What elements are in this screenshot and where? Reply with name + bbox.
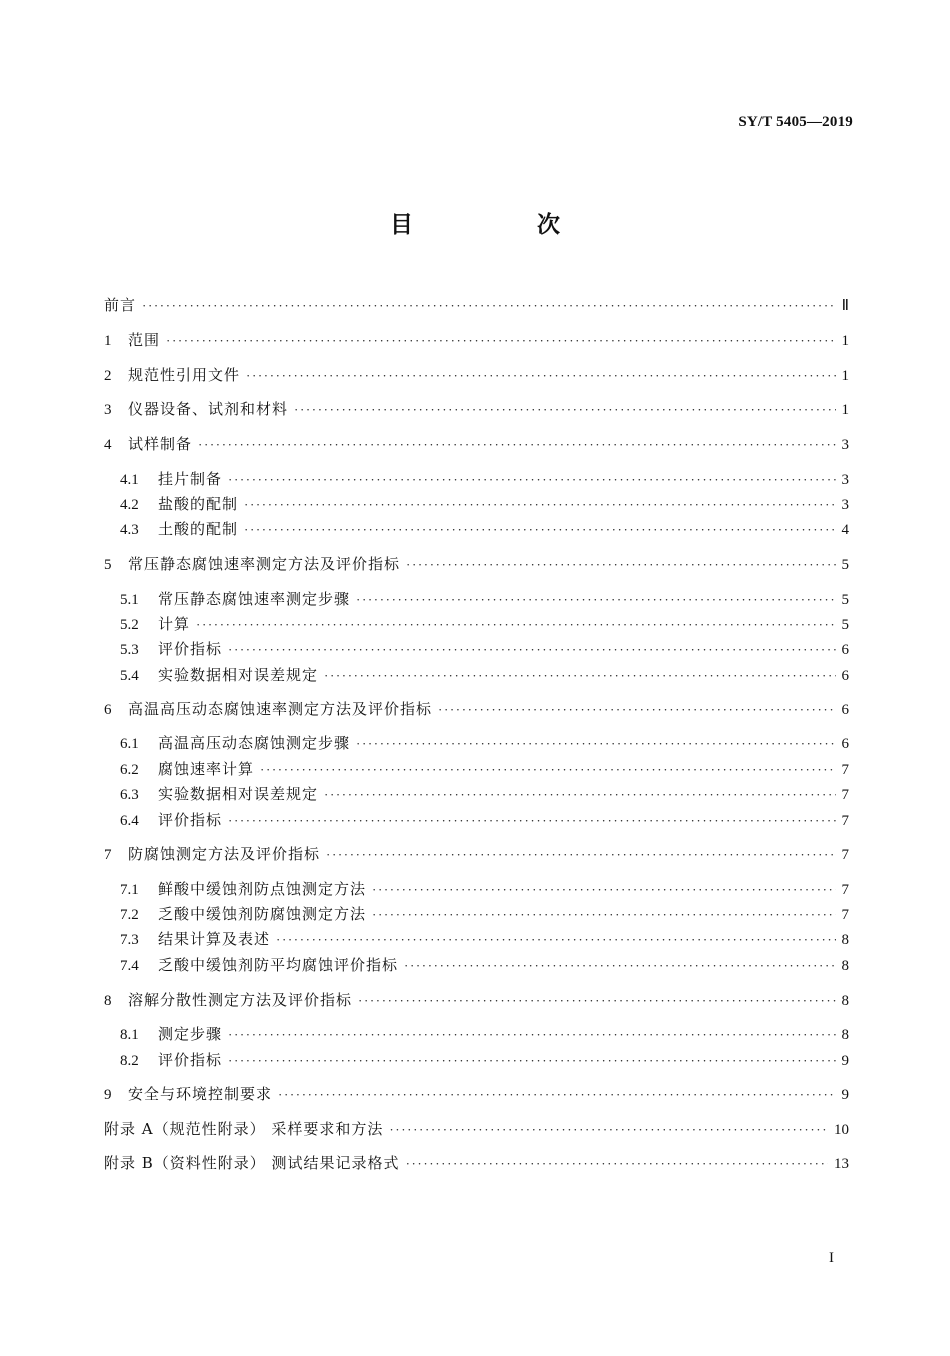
toc-entry-number: 5.2 [120, 617, 139, 633]
toc-entry[interactable] [104, 988, 849, 1012]
toc-entry-page: Ⅱ [841, 298, 849, 314]
toc-entry-page: 7 [841, 762, 849, 778]
toc-entry-label: 安全与环境控制要求 [128, 1085, 273, 1103]
toc-entry-page: 7 [841, 787, 849, 803]
toc-entry-page: 7 [841, 847, 849, 863]
toc-leader-dots [228, 468, 835, 492]
toc-entry[interactable] [120, 731, 849, 755]
toc-entry-page: 8 [841, 1027, 849, 1043]
toc-leader-dots [276, 928, 835, 952]
toc-leader-dots [324, 783, 835, 807]
toc-leader-dots [406, 553, 835, 577]
toc-entry-label: 前言 [104, 296, 137, 314]
toc-entry-number: 9 [104, 1087, 112, 1103]
toc-leader-dots [228, 638, 835, 662]
toc-entry[interactable] [104, 697, 849, 721]
toc-leader-dots [260, 758, 835, 782]
toc-entry[interactable] [104, 1082, 849, 1106]
toc-entry-number: 7.3 [120, 932, 139, 948]
toc-entry-number: 6.4 [120, 813, 139, 829]
toc-leader-dots [196, 613, 835, 637]
toc-entry-number: 6.1 [120, 736, 139, 752]
toc-entry-number: 8.2 [120, 1053, 139, 1069]
toc-entry-label: 常压静态腐蚀速率测定方法及评价指标 [128, 555, 401, 573]
toc-entry-label: 乏酸中缓蚀剂防腐蚀测定方法 [158, 905, 367, 923]
toc-entry[interactable] [120, 663, 849, 687]
toc-leader-dots [246, 364, 835, 388]
toc-leader-dots [198, 433, 835, 457]
toc-entry-page: 6 [841, 702, 849, 718]
toc-entry-page: 5 [841, 557, 849, 573]
toc-entry-label: 常压静态腐蚀速率测定步骤 [158, 590, 351, 608]
toc-entry[interactable] [104, 842, 849, 866]
toc-entry-number: 7.2 [120, 907, 139, 923]
toc-entry[interactable] [104, 432, 849, 456]
toc-entry-label: 试样制备 [128, 435, 193, 453]
toc-entry-number: 7 [104, 847, 112, 863]
toc-leader-dots [389, 1118, 828, 1142]
standard-code: SY/T 5405—2019 [738, 114, 853, 130]
toc-leader-dots [228, 1023, 835, 1047]
toc-entry-page: 7 [841, 882, 849, 898]
toc-leader-dots [228, 1049, 835, 1073]
toc-entry-number: 4.3 [120, 522, 139, 538]
toc-leader-dots [404, 954, 835, 978]
toc-entry[interactable] [104, 293, 849, 317]
toc-entry[interactable] [120, 467, 849, 491]
toc-leader-dots [244, 493, 835, 517]
toc-leader-dots [166, 329, 835, 353]
toc-entry-label: 乏酸中缓蚀剂防平均腐蚀评价指标 [158, 956, 399, 974]
toc-entry-label: 测定步骤 [158, 1025, 223, 1043]
toc-entry[interactable] [120, 637, 849, 661]
toc-entry-page: 7 [841, 907, 849, 923]
toc-entry-label: 计算 [158, 615, 191, 633]
toc-entry-page: 9 [841, 1053, 849, 1069]
toc-leader-dots [278, 1083, 835, 1107]
toc-entry[interactable] [120, 927, 849, 951]
toc-leader-dots [356, 732, 835, 756]
toc-entry-label: 实验数据相对误差规定 [158, 666, 319, 684]
toc-entry-number: 5.4 [120, 668, 139, 684]
toc-entry[interactable] [120, 587, 849, 611]
toc-leader-dots [372, 878, 835, 902]
toc-entry-number: 6 [104, 702, 112, 718]
toc-entry[interactable] [120, 492, 849, 516]
toc-entry[interactable] [120, 808, 849, 832]
toc-entry[interactable] [120, 1022, 849, 1046]
toc-leader-dots [356, 588, 835, 612]
toc-entry-number: 4 [104, 437, 112, 453]
toc-entry-number: 2 [104, 368, 112, 384]
toc-entry-number: 7.4 [120, 958, 139, 974]
toc-entry-page: 7 [841, 813, 849, 829]
toc-entry-label: 防腐蚀测定方法及评价指标 [128, 845, 321, 863]
toc-entry-label: 附录 A（规范性附录） 采样要求和方法 [104, 1120, 384, 1138]
toc-entry-page: 9 [841, 1087, 849, 1103]
toc-entry[interactable] [120, 782, 849, 806]
toc-leader-dots [406, 1152, 828, 1176]
toc-leader-dots [324, 664, 835, 688]
toc-leader-dots [372, 903, 835, 927]
toc-entry-number: 4.2 [120, 497, 139, 513]
toc-entry-label: 高温高压动态腐蚀测定步骤 [158, 734, 351, 752]
toc-entry-page: 8 [841, 958, 849, 974]
toc-leader-dots [358, 989, 835, 1013]
toc-entry-page: 8 [841, 993, 849, 1009]
toc-entry-label: 附录 B（资料性附录） 测试结果记录格式 [104, 1154, 400, 1172]
toc-entry-label: 鲜酸中缓蚀剂防点蚀测定方法 [158, 880, 367, 898]
toc-entry-number: 3 [104, 402, 112, 418]
page-title: 目 次 [389, 212, 618, 238]
toc-entry-label: 评价指标 [158, 640, 223, 658]
toc-entry-label: 腐蚀速率计算 [158, 760, 255, 778]
toc-entry-number: 5.1 [120, 592, 139, 608]
toc-entry-label: 评价指标 [158, 1051, 223, 1069]
toc-entry-label: 实验数据相对误差规定 [158, 785, 319, 803]
toc-entry-label: 评价指标 [158, 811, 223, 829]
toc-entry-page: 5 [841, 592, 849, 608]
toc-entry-page: 5 [841, 617, 849, 633]
toc-entry[interactable] [120, 953, 849, 977]
toc-entry-page: 8 [841, 932, 849, 948]
toc-entry-number: 6.2 [120, 762, 139, 778]
toc-entry-label: 范围 [128, 331, 161, 349]
toc-entry[interactable] [104, 1151, 849, 1175]
toc-entry-page: 13 [834, 1156, 849, 1172]
toc-entry-label: 挂片制备 [158, 470, 223, 488]
toc-leader-dots [294, 398, 835, 422]
toc-entry[interactable] [120, 1048, 849, 1072]
toc-entry-number: 1 [104, 333, 112, 349]
toc-entry[interactable] [104, 552, 849, 576]
toc-entry-number: 7.1 [120, 882, 139, 898]
toc-entry-label: 高温高压动态腐蚀速率测定方法及评价指标 [128, 700, 433, 718]
toc-entry-page: 1 [841, 333, 849, 349]
toc-entry-page: 3 [841, 437, 849, 453]
toc-entry-number: 5.3 [120, 642, 139, 658]
toc-entry-label: 仪器设备、试剂和材料 [128, 400, 289, 418]
toc-entry[interactable] [104, 363, 849, 387]
toc-entry-page: 1 [841, 402, 849, 418]
toc-entry[interactable] [104, 397, 849, 421]
toc-entry-label: 结果计算及表述 [158, 930, 271, 948]
toc-entry-label: 溶解分散性测定方法及评价指标 [128, 991, 353, 1009]
toc-leader-dots [228, 809, 835, 833]
toc-entry-label: 盐酸的配制 [158, 495, 239, 513]
toc-entry-label: 土酸的配制 [158, 520, 239, 538]
toc-entry[interactable] [104, 328, 849, 352]
toc-entry-page: 6 [841, 668, 849, 684]
toc-entry[interactable] [120, 902, 849, 926]
toc-entry-label: 规范性引用文件 [128, 366, 241, 384]
toc-entry-page: 3 [841, 497, 849, 513]
toc-entry-page: 4 [841, 522, 849, 538]
toc-entry[interactable] [120, 517, 849, 541]
toc-leader-dots [244, 518, 835, 542]
toc-entry-number: 8 [104, 993, 112, 1009]
toc-entry[interactable] [120, 612, 849, 636]
toc-entry-number: 5 [104, 557, 112, 573]
toc-entry-page: 10 [834, 1122, 849, 1138]
toc-leader-dots [438, 698, 835, 722]
toc-entry-number: 6.3 [120, 787, 139, 803]
toc-entry-page: 6 [841, 642, 849, 658]
toc-entry-page: 6 [841, 736, 849, 752]
toc-entry[interactable] [120, 877, 849, 901]
toc-entry-page: 1 [841, 368, 849, 384]
toc-leader-dots [142, 294, 836, 318]
toc-entry-page: 3 [841, 472, 849, 488]
toc-leader-dots [326, 843, 835, 867]
footer-page-number: I [829, 1250, 834, 1266]
toc-entry[interactable] [104, 1117, 849, 1141]
toc-entry[interactable] [120, 757, 849, 781]
toc-entry-number: 4.1 [120, 472, 139, 488]
toc-entry-number: 8.1 [120, 1027, 139, 1043]
